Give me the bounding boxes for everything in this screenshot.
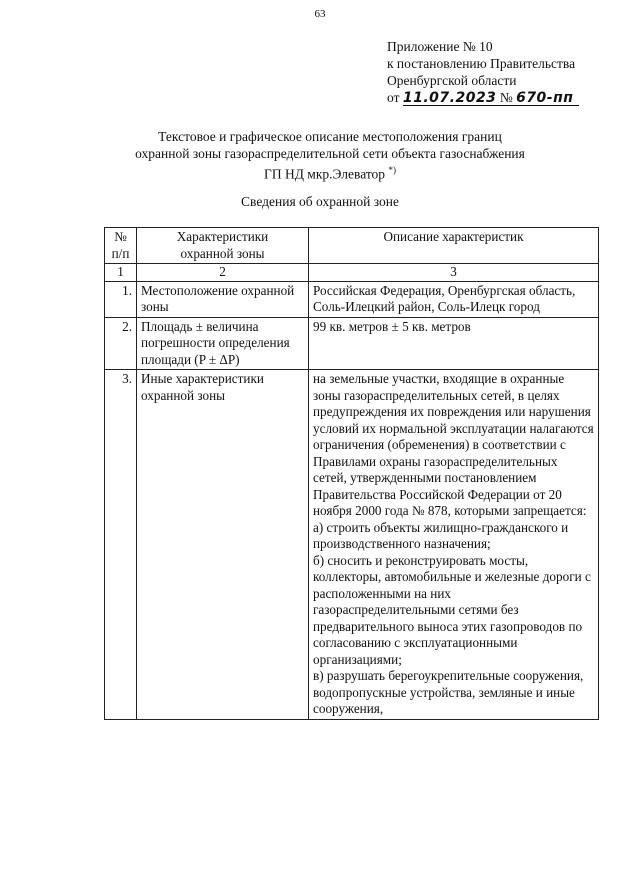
description-paragraph: а) строить объекты жилищно-гражданского и производственного назначения; — [313, 519, 569, 551]
section-subtitle: Сведения об охранной зоне — [241, 194, 399, 209]
row-characteristic: Площадь ± величина погрешности определения площади (P ± ΔP) — [137, 317, 309, 370]
header-num — [105, 228, 137, 264]
zone-info-table — [104, 227, 599, 720]
handwritten-date: 11.07.2023 — [402, 90, 497, 106]
row-description — [309, 370, 599, 720]
handwritten-number: 670-пп — [516, 90, 574, 106]
table-row — [105, 317, 599, 370]
row-number: 3. — [105, 370, 137, 720]
date-prefix: от — [387, 90, 400, 105]
title-line-2: охранной зоны газораспределительной сети объекта газоснабжения — [135, 146, 525, 161]
column-numbers-row — [105, 264, 599, 282]
description-paragraph: в) разрушать берегоукрепительные сооружения, водопропускные устройства, земляные и иные сооружения, — [313, 668, 584, 716]
footnote-mark: *) — [388, 165, 396, 175]
appendix-date-line — [387, 89, 575, 107]
row-number: 2. — [105, 317, 137, 370]
table-row — [105, 281, 599, 317]
title-line-3 — [80, 162, 580, 183]
appendix-title: Приложение № 10 — [387, 39, 493, 54]
description-paragraph: б) сносить и реконструировать мосты, коллекторы, автомобильные и железные дороги с расположенными на них газораспределительными сетями без предварительного выноса этих газопроводов по согласованию с эксплуатационными организациями; — [313, 552, 591, 667]
header-description: Описание характеристик — [309, 228, 599, 264]
row-description: Российская Федерация, Оренбургская область, Соль-Илецкий район, Соль-Илецк город — [309, 281, 599, 317]
description-paragraph: на земельные участки, входящие в охранные зоны газораспределительных сетей, в целях предупреждения их повреждения или нарушения условий их нормальной эксплуатации налагаются ограничения (обременения) в соответствии с Правилами охраны газораспределительных сетей, утвержденными постановлением Правительства Российской Федерации от 20 ноября 2000 года № 878, которыми запрещается: — [313, 371, 594, 518]
row-characteristic: Местоположение охранной зоны — [137, 281, 309, 317]
header-num-line1: № — [114, 229, 127, 244]
date-underline — [387, 89, 573, 107]
table-header-row — [105, 228, 599, 264]
number-sign: № — [499, 90, 513, 105]
title-object-name: ГП НД мкр.Элеватор — [264, 166, 386, 182]
header-char-line2: охранной зоны — [180, 245, 265, 261]
table-row — [105, 370, 599, 720]
row-number: 1. — [105, 281, 137, 317]
appendix-resolution: к постановлению Правительства — [387, 56, 576, 71]
appendix-region: Оренбургской области — [387, 73, 517, 88]
column-number-2: 2 — [137, 264, 309, 282]
document-title — [80, 128, 580, 183]
row-characteristic: Иные характеристики охранной зоны — [137, 370, 309, 720]
row-description: 99 кв. метров ± 5 кв. метров — [309, 317, 599, 370]
page-number: 63 — [314, 8, 326, 20]
title-line-1: Текстовое и графическое описание местоположения границ — [158, 129, 502, 144]
header-char-line1: Характеристики — [176, 229, 269, 244]
column-number-1: 1 — [105, 264, 137, 282]
appendix-header — [387, 38, 575, 107]
header-num-line2: п/п — [111, 245, 130, 261]
column-number-3: 3 — [309, 264, 599, 282]
header-characteristic — [137, 228, 309, 264]
